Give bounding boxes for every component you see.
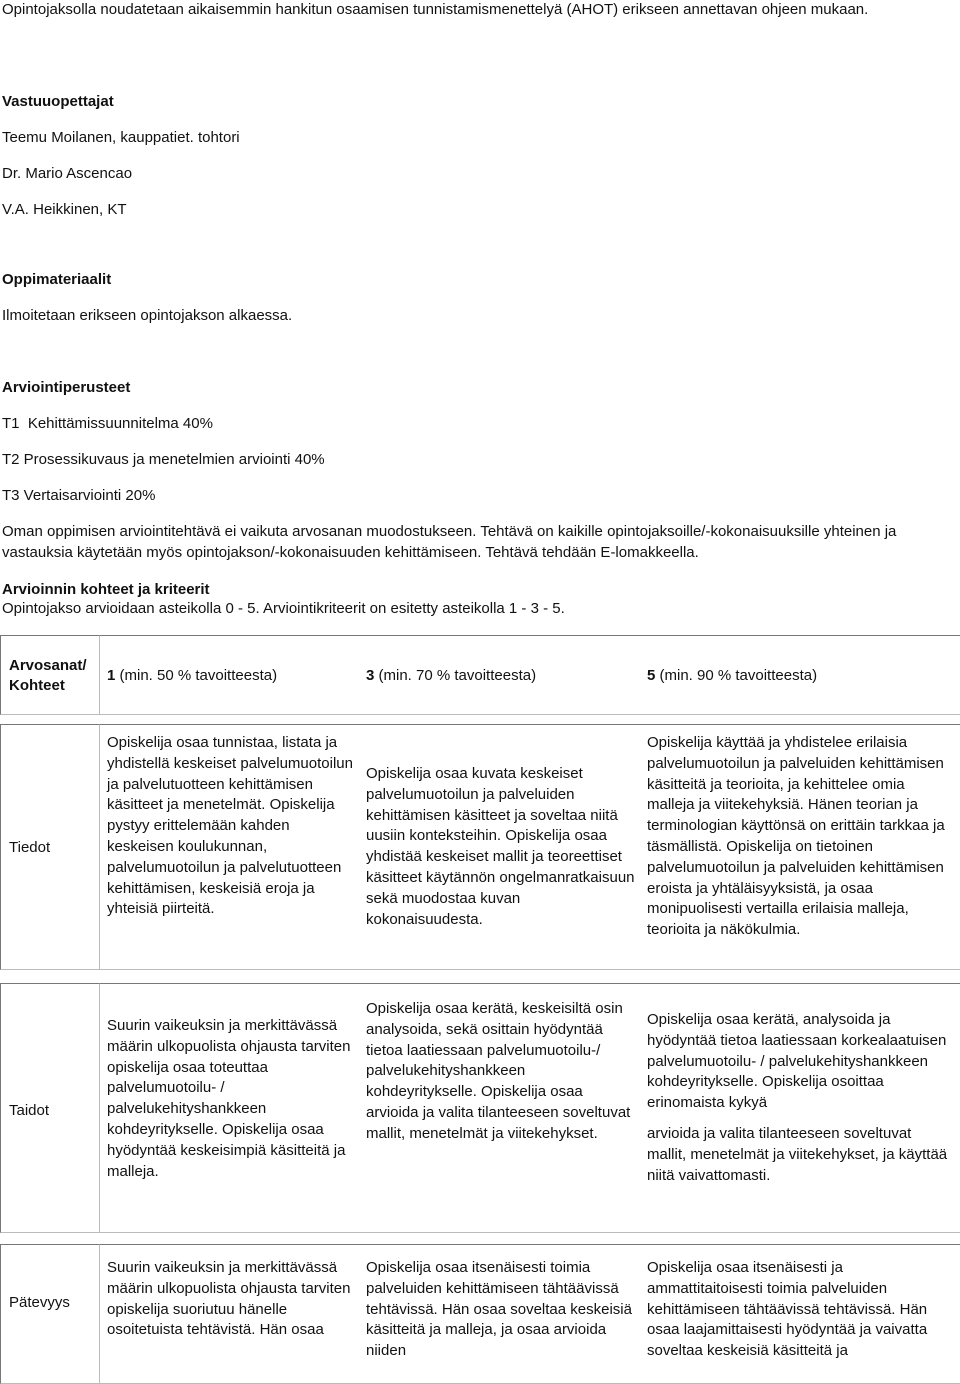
- teacher-name: Teemu Moilanen, kauppatiet. tohtori: [2, 129, 240, 146]
- criteria-cell-patevyys-5: Opiskelija osaa itsenäisesti ja ammattitaitoisesti toimia palveluiden kehittämiseen tähtäävissä tehtävissä. Hän osaa laajamittaisesti hyödyntää ja vaivatta soveltaa keskeisiä käsitteitä ja: [647, 1259, 928, 1360]
- kriteerit-text: Opintojakso arvioidaan asteikolla 0 - 5. Arviointikriteerit on esitetty asteikolla 1 - 3 - 5.: [2, 600, 565, 617]
- teacher-name: V.A. Heikkinen, KT: [2, 201, 127, 218]
- row-name-taidot: Taidot: [9, 1102, 50, 1119]
- oppimateriaalit-text: Ilmoitetaan erikseen opintojakson alkaessa.: [2, 307, 293, 324]
- grade-header-1: 1 (min. 50 % tavoitteesta): [107, 667, 278, 684]
- row-name-patevyys: Pätevyys: [9, 1294, 70, 1311]
- teacher-name: Dr. Mario Ascencao: [2, 165, 133, 182]
- criteria-cell-taidot-3: Opiskelija osaa kerätä, keskeisiltä osin analysoida, sekä osittain hyödyntää tietoa laatiessaan palvelumuotoilu-/ palvelukehityshankkeen kohdeyritykselle. Opiskelija osaa arvioida ja valita tilanteeseen soveltuvat mallit, menetelmät ja viitekehykset.: [366, 1000, 631, 1142]
- kriteerit-heading: Arvioinnin kohteet ja kriteerit: [2, 581, 210, 598]
- criteria-cell-taidot-5: Opiskelija osaa kerätä, analysoida ja hyödyntää tietoa laatiessaan korkealaatuisen palvelumuotoilu- / palvelukehityshankkeen kohdeyritykselle. Opiskelija osoittaa erinomaista kykyä arvioida ja valita tilanteeseen soveltuvat mallit, menetelmät ja viitekehykset, ja käyttää niitä vaivattomasti.: [647, 1011, 948, 1184]
- table-corner-label: Arvosanat/ Kohteet: [9, 657, 87, 694]
- criteria-item: T1 Kehittämissuunnitelma 40%: [2, 415, 213, 432]
- grade-header-3: 3 (min. 70 % tavoitteesta): [366, 667, 537, 684]
- arviointi-note: Oman oppimisen arviointitehtävä ei vaikuta arvosanan muodostukseen. Tehtävä on kaikille opintojaksoille/-kokonaisuuksille yhteinen ja vastauksia käytetään myös opintojakson/-kokonaisuuden kehittämiseen. Tehtävä tehdään E-lomakkeella.: [2, 523, 897, 561]
- criteria-cell-taidot-1: Suurin vaikeuksin ja merkittävässä määrin ulkopuolista ohjausta tarviten opiskelija osaa toteuttaa palvelumuotoilu- / palvelukehityshankkeen kohdeyritykselle. Opiskelija osaa hyödyntää keskeisimpiä käsitteitä ja malleja.: [107, 1017, 351, 1180]
- criteria-cell-patevyys-3: Opiskelija osaa itsenäisesti toimia palveluiden kehittämiseen tähtäävissä tehtävissä. Hän osaa soveltaa keskeisiä käsitteitä ja malleja, ja osaa arvioida niiden: [366, 1259, 632, 1360]
- criteria-cell-tiedot-5: Opiskelija käyttää ja yhdistelee erilaisia palvelumuotoilun ja palveluiden kehittämisen käsitteitä ja teorioita, ja kehittelee omia malleja ja viitekehyksiä. Hänen teorian ja terminologian käyttönsä on erittäin tarkkaa ja täsmällistä. Opiskelija on tietoinen palvelumuotoilun ja palveluiden kehittämisen eroista ja yhtäläisyyksistä, ja osaa monipuolisesti vertailla erilaisia malleja, teorioita ja näkökulmia.: [647, 734, 945, 939]
- oppimateriaalit-heading: Oppimateriaalit: [2, 271, 112, 288]
- criteria-item: T3 Vertaisarviointi 20%: [2, 487, 156, 504]
- vastuuopettajat-heading: Vastuuopettajat: [2, 93, 114, 110]
- intro-text: Opintojaksolla noudatetaan aikaisemmin hankitun osaamisen tunnistamismenettelyä (AHOT) erikseen annettavan ohjeen mukaan.: [2, 1, 869, 18]
- row-name-tiedot: Tiedot: [9, 839, 51, 856]
- criteria-cell-patevyys-1: Suurin vaikeuksin ja merkittävässä määrin ulkopuolista ohjausta tarviten opiskelija suoriutuu hänelle osoitetuista tehtävistä. Hän osaa: [107, 1259, 351, 1339]
- criteria-cell-tiedot-3: Opiskelija osaa kuvata keskeiset palvelumuotoilun ja palveluiden kehittämisen käsitteet ja soveltaa niitä uusiin konteksteihin. Opiskelija osaa yhdistää keskeiset mallit ja teoreettiset käsitteet käytännön ongelmanratkaisuun sekä muodostaa kuvan kokonaisuudesta.: [366, 765, 635, 928]
- grade-header-5: 5 (min. 90 % tavoitteesta): [647, 667, 818, 684]
- row-head-box: [0, 1244, 100, 1384]
- arviointiperusteet-heading: Arviointiperusteet: [2, 379, 131, 396]
- criteria-cell-tiedot-1: Opiskelija osaa tunnistaa, listata ja yhdistellä keskeiset palvelumuotoilun ja palvelutuotteen kehittämisen käsitteet ja menetelmät. Opiskelija pystyy erittelemään kahden keskeisen koulukunnan, palvelumuotoilun ja palvelutuotteen kehittämisen, keskeisiä eroja ja yhteisiä piirteitä.: [107, 734, 353, 918]
- criteria-item: T2 Prosessikuvaus ja menetelmien arviointi 40%: [2, 451, 325, 468]
